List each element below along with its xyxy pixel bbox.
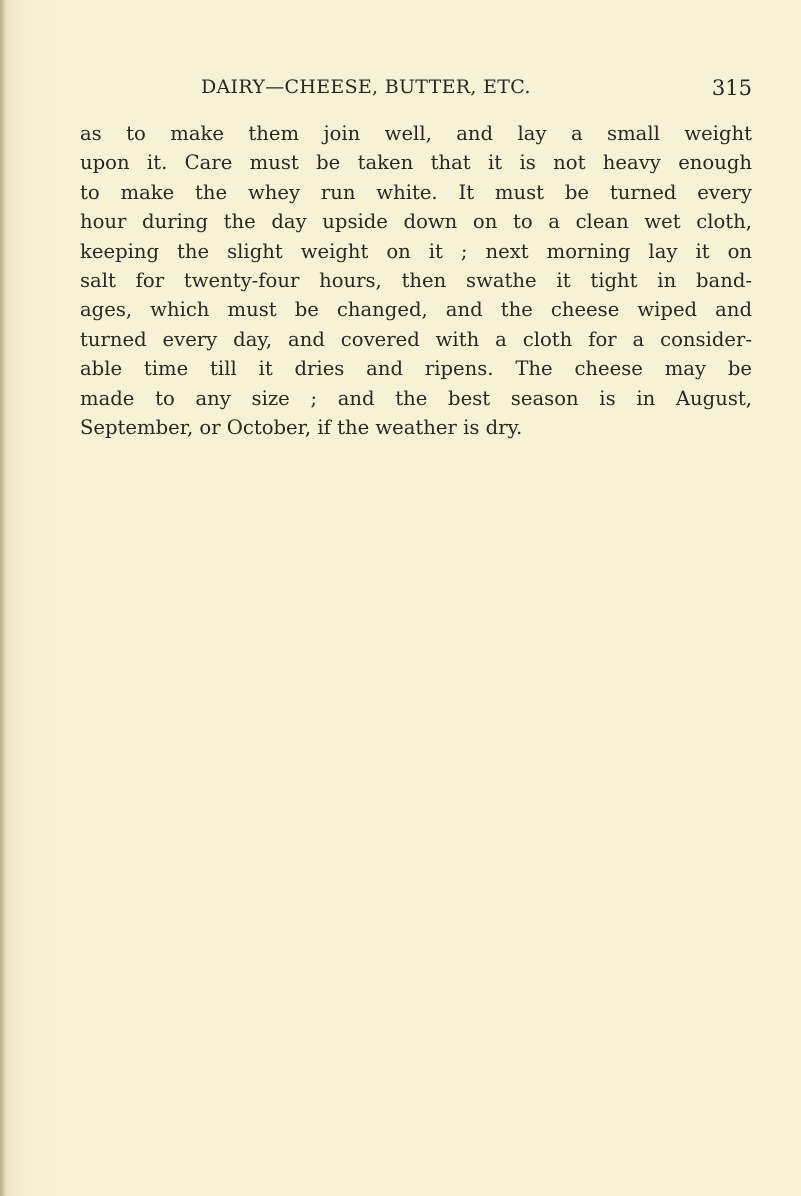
text-line: turned every day, and covered with a cloth for a consider- — [80, 327, 752, 351]
text-line: as to make them join well, and lay a small weight — [80, 122, 752, 145]
text-line: made to any size ; and the best season is in August, — [80, 386, 752, 410]
body-paragraph — [80, 119, 752, 442]
text-line: salt for twenty-four hours, then swathe it tight in band- — [80, 268, 752, 292]
text-line: to make the whey run white. It must be turned every — [80, 180, 752, 204]
text-line: September, or October, if the weather is dry. — [80, 415, 523, 439]
gutter-shadow — [0, 0, 6, 1196]
text-line: upon it. Care must be taken that it is not heavy enough — [80, 151, 752, 175]
running-title: DAIRY—CHEESE, BUTTER, ETC. — [201, 76, 531, 98]
page-number: 315 — [711, 76, 752, 100]
text-line: ages, which must be changed, and the cheese wiped and — [80, 298, 752, 322]
running-head — [80, 76, 752, 106]
text-line: able time till it dries and ripens. The cheese may be — [80, 357, 752, 381]
text-line: hour during the day upside down on to a clean wet cloth, — [80, 210, 752, 234]
text-line: keeping the slight weight on it ; next morning lay it on — [80, 239, 752, 263]
